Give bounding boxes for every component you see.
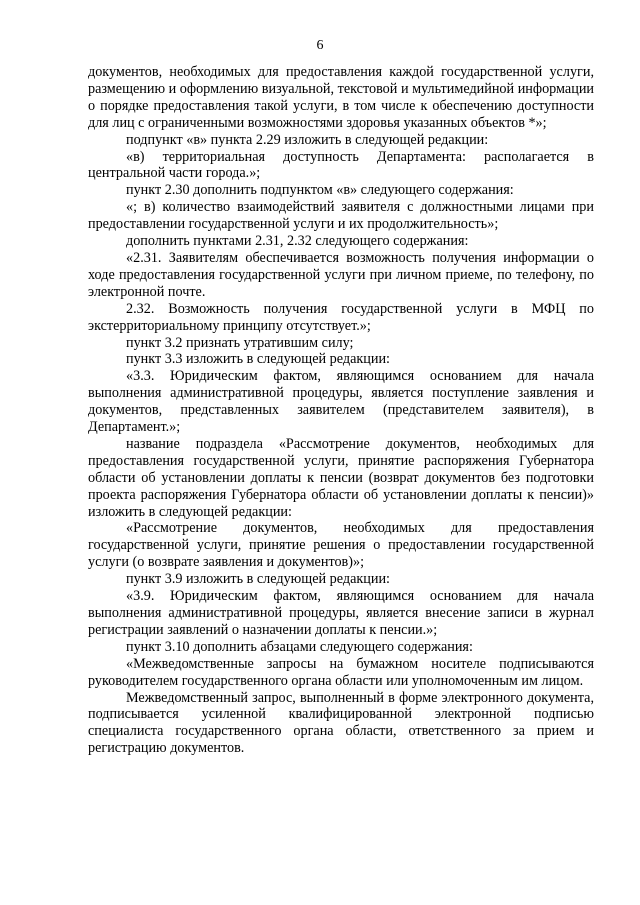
- paragraph: «3.3. Юридическим фактом, являющимся основанием для начала выполнения административной процедуры, является поступление заявления и документов, представленных заявителем (представителем заявителя), в Департамент.»;: [88, 368, 594, 436]
- paragraph: Межведомственный запрос, выполненный в форме электронного документа, подписывается усиленной квалифицированной электронной подписью специалиста государственного органа области, ответственного за прием и регистрацию документов.: [88, 689, 594, 757]
- paragraph: пункт 3.2 признать утратившим силу;: [126, 334, 354, 351]
- paragraph: пункт 3.9 изложить в следующей редакции:: [126, 571, 390, 588]
- paragraph: «2.31. Заявителям обеспечивается возможность получения информации о ходе предоставления государственной услуги при личном приеме, по телефону, по электронной почте.: [88, 249, 594, 300]
- paragraph: подпункт «в» пункта 2.29 изложить в следующей редакции:: [126, 131, 489, 148]
- paragraph: «Межведомственные запросы на бумажном носителе подписываются руководителем государственного органа области или уполномоченным им лицом.: [88, 655, 594, 689]
- paragraph: «Рассмотрение документов, необходимых для предоставления государственной услуги, принятие решения о предоставлении государственной услуги (о возврате заявления и документов)»;: [88, 520, 594, 571]
- paragraph: «в) территориальная доступность Департамента: располагается в центральной части города.»;: [88, 148, 594, 182]
- page-number: 6: [316, 38, 324, 53]
- paragraph: пункт 3.3 изложить в следующей редакции:: [126, 351, 390, 368]
- paragraph: «3.9. Юридическим фактом, являющимся основанием для начала выполнения административной процедуры, является внесение записи в журнал регистрации заявлений о назначении доплаты к пенсии.»;: [88, 588, 594, 638]
- paragraph: 2.32. Возможность получения государственной услуги в МФЦ по экстерриториальному принципу отсутствует.»;: [88, 300, 594, 334]
- paragraph: название подраздела «Рассмотрение документов, необходимых для предоставления государственной услуги, принятие распоряжения Губернатора области об установлении доплаты к пенсии (возврат документов без подготовки проекта распоряжения Губернатора области об установлении доплаты к пенсии)» изложить в следующей редакции:: [88, 435, 594, 520]
- paragraph: документов, необходимых для предоставления каждой государственной услуги, размещению и оформлению визуальной, текстовой и мультимедийной информации о порядке предоставления такой услуги, в том числе к обеспечению доступности для лиц с ограниченными возможностями здоровья указанных объектов *»;: [88, 64, 594, 131]
- paragraph: дополнить пунктами 2.31, 2.32 следующего содержания:: [126, 233, 469, 250]
- paragraph: пункт 2.30 дополнить подпунктом «в» следующего содержания:: [126, 182, 514, 199]
- paragraph: «; в) количество взаимодействий заявителя с должностными лицами при предоставлении государственной услуги и их продолжительность»;: [88, 199, 594, 233]
- document-body: [88, 64, 594, 757]
- paragraph: пункт 3.10 дополнить абзацами следующего содержания:: [126, 638, 473, 655]
